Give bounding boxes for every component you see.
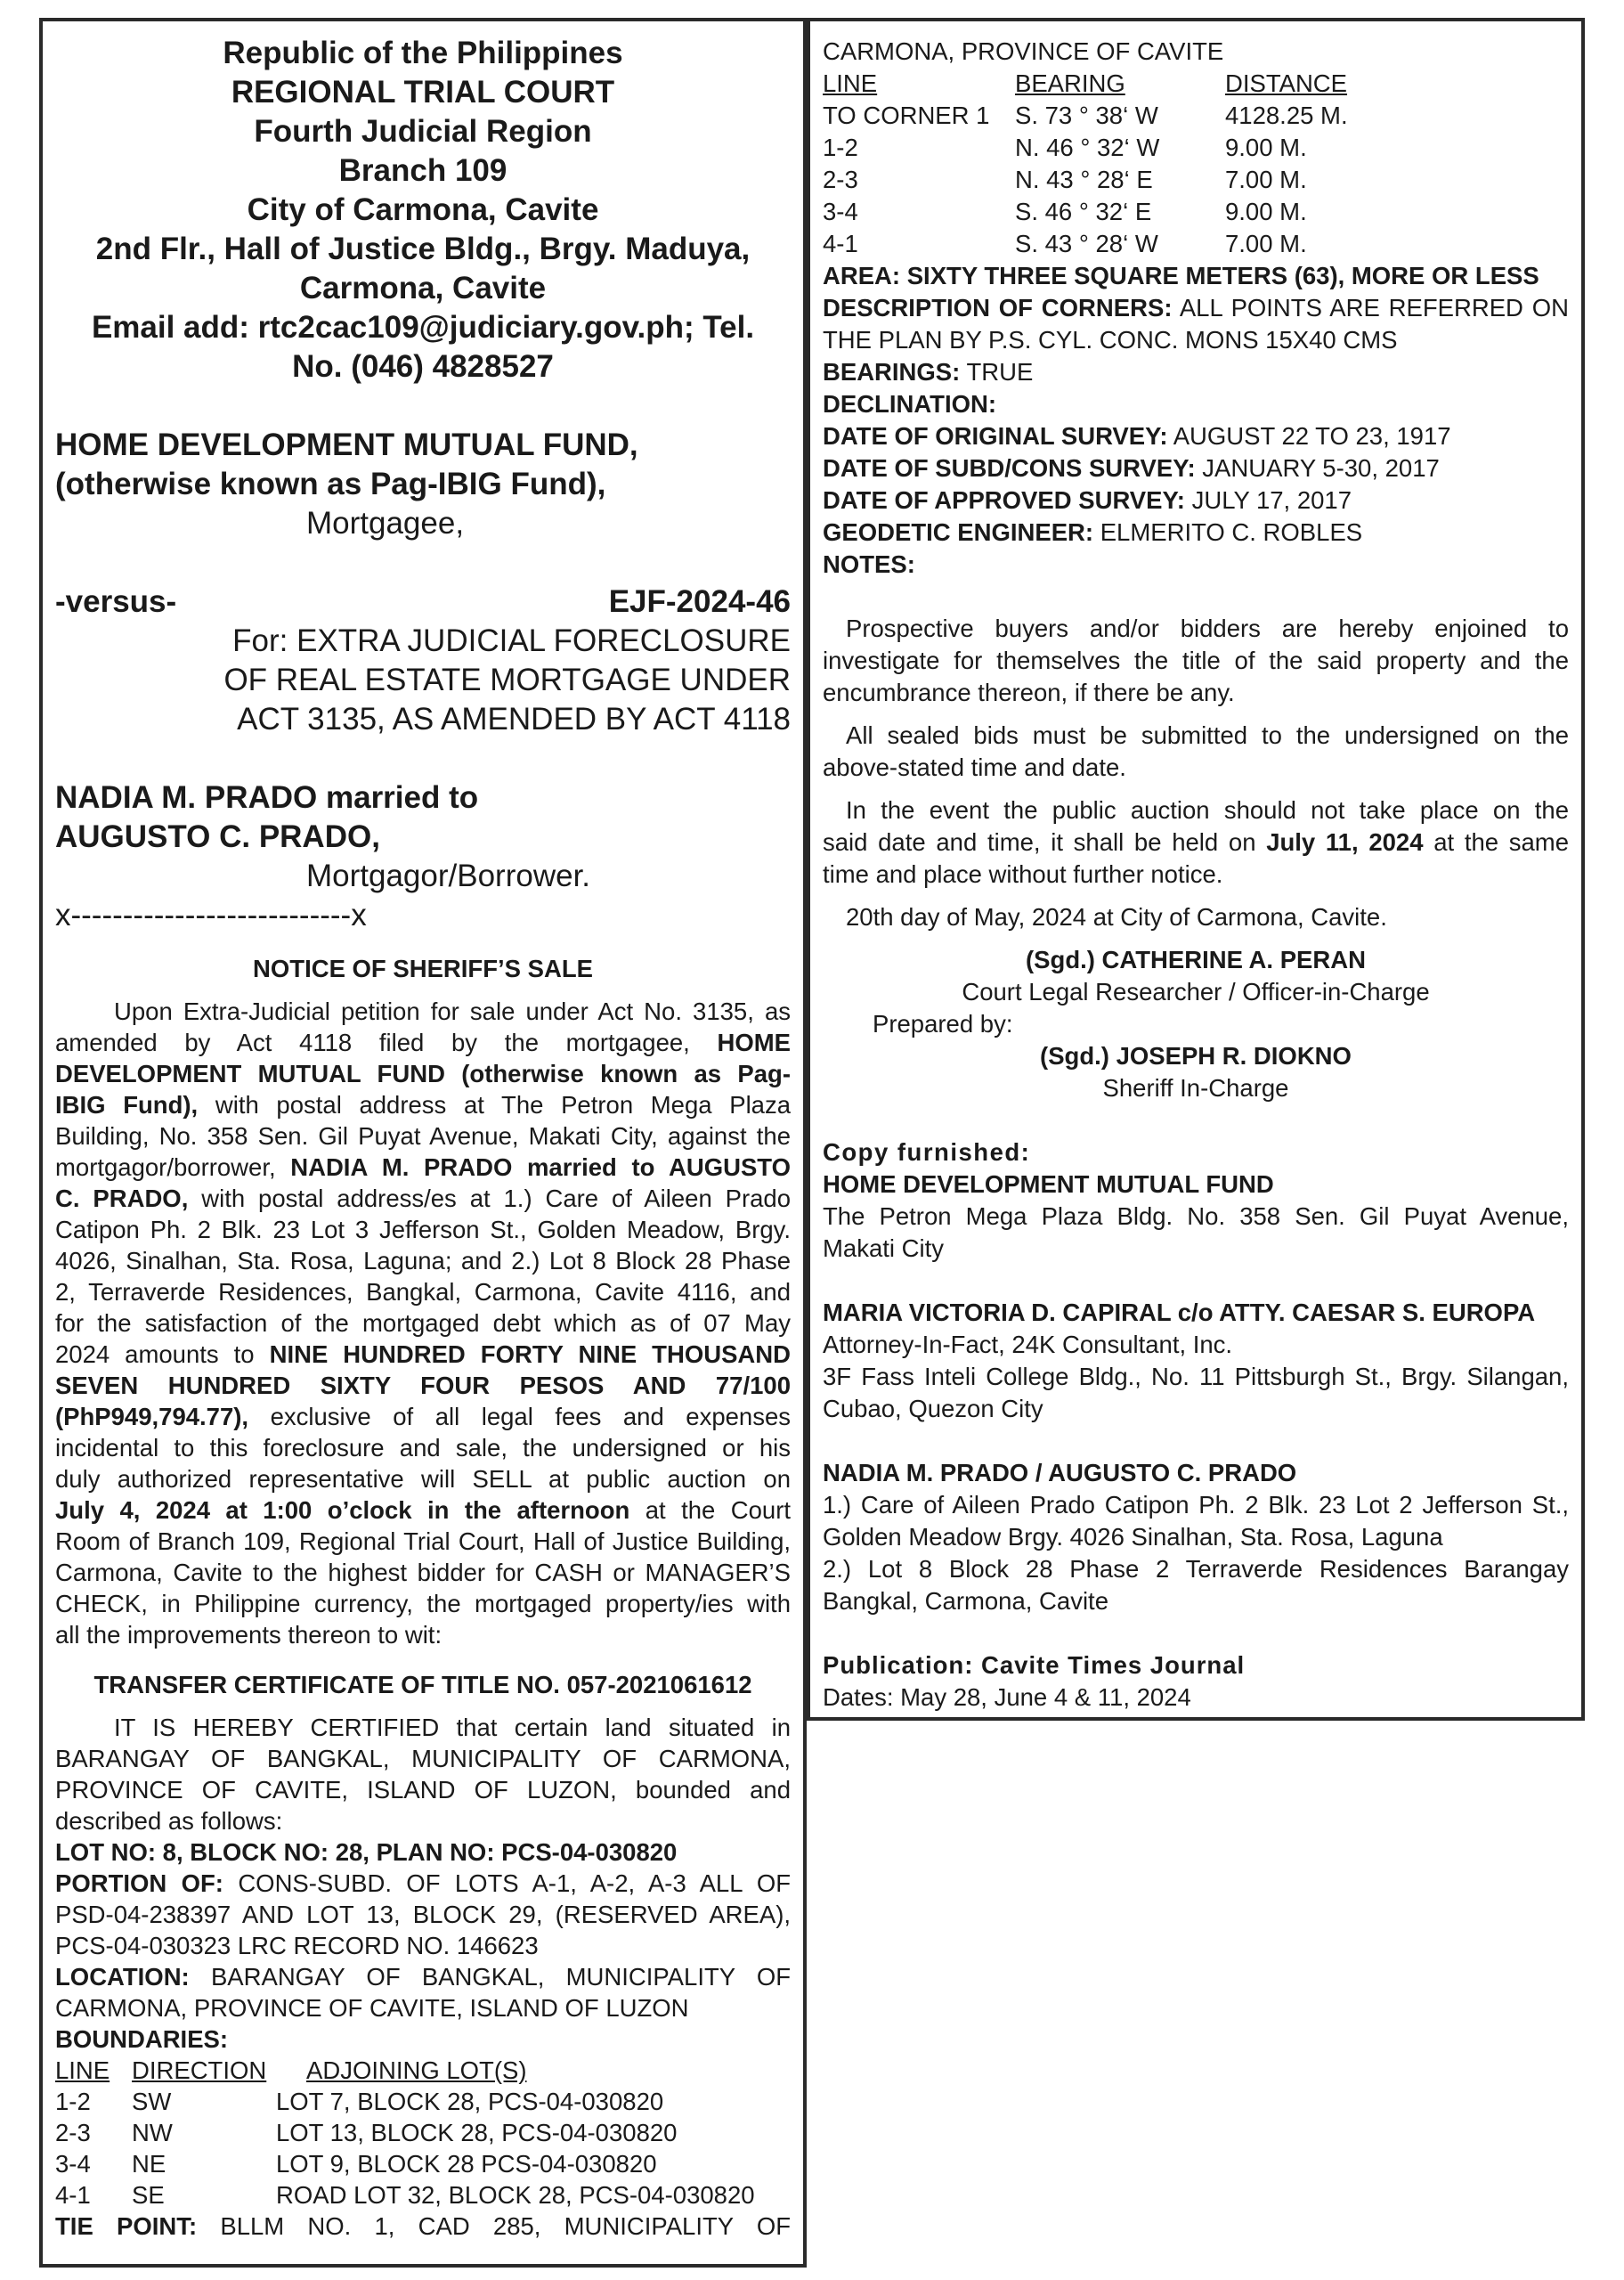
notice-line: C. PRADO, with postal address/es at 1.) Care of Aileen Prado: [55, 1185, 792, 1212]
header-address: 2nd Flr., Hall of Justice Bldg., Brgy. Maduya,: [95, 232, 751, 266]
case-for-1: For: EXTRA JUDICIAL FORECLOSURE: [232, 623, 791, 658]
boundaries-header-direction: DIRECTION: [132, 2056, 267, 2084]
header-region: Fourth Judicial Region: [254, 114, 592, 149]
notice-line: Building, No. 358 Sen. Gil Puyat Avenue, Makati City, against the: [55, 1122, 791, 1150]
engineer-line: GEODETIC ENGINEER: ELMERITO C. ROBLES: [823, 518, 1363, 546]
copy-furnished-label: Copy furnished:: [823, 1138, 1031, 1166]
bearing-value: N. 46 ° 32‘ W: [1015, 134, 1160, 161]
bearing-distance: 9.00 M.: [1225, 134, 1307, 161]
cf3-address: Golden Meadow Brgy. 4026 Sinalhan, Sta. Rosa, Laguna: [823, 1523, 1443, 1551]
bearing-distance: 7.00 M.: [1225, 230, 1307, 257]
bearing-value: S. 73 ° 38‘ W: [1015, 102, 1158, 129]
cf1-address: The Petron Mega Plaza Bldg. No. 358 Sen. Gil Puyat Avenue,: [823, 1202, 1569, 1230]
bearing-line: 2-3: [823, 166, 858, 193]
location-line: CARMONA, PROVINCE OF CAVITE, ISLAND OF LUZON: [55, 1994, 689, 2022]
table-row: [55, 2117, 791, 2149]
buyers-line: Prospective buyers and/or bidders are hereby enjoined to: [846, 615, 1569, 642]
portion-line: PSD-04-238397 AND LOT 13, BLOCK 29, (RESERVED AREA),: [55, 1901, 791, 1928]
bearing-line: 1-2: [823, 134, 858, 161]
boundaries-header-lots: ADJOINING LOT(S): [306, 2056, 527, 2084]
notice-line: CHECK, in Philippine currency, the mortgaged property/ies with: [55, 1590, 791, 1617]
buyers-line: investigate for themselves the title of the said property and the: [823, 647, 1569, 674]
boundaries-header-line: LINE: [55, 2056, 110, 2084]
header-branch: Branch 109: [338, 153, 508, 188]
header-court: REGIONAL TRIAL COURT: [231, 75, 615, 110]
boundary-line: 4-1: [55, 2181, 91, 2209]
caption-separator: x---------------------------x: [55, 898, 367, 932]
cf1-address: Makati City: [823, 1234, 944, 1262]
boundary-line: 3-4: [55, 2150, 91, 2178]
mortgagee-name: HOME DEVELOPMENT MUTUAL FUND,: [55, 428, 638, 462]
signatory-2-name: (Sgd.) JOSEPH R. DIOKNO: [1040, 1042, 1352, 1070]
signatory-1-name: (Sgd.) CATHERINE A. PERAN: [1026, 946, 1366, 973]
bearings-line: BEARINGS: TRUE: [823, 358, 1034, 386]
notice-line: mortgagor/borrower, NADIA M. PRADO married to AUGUSTO: [55, 1153, 791, 1181]
corners-line: DESCRIPTION OF CORNERS: ALL POINTS ARE REFERRED ON: [823, 294, 1570, 322]
boundary-direction: NW: [132, 2119, 173, 2146]
approved-survey-line: DATE OF APPROVED SURVEY: JULY 17, 2017: [823, 486, 1352, 514]
bearing-line: TO CORNER 1: [823, 102, 990, 129]
subd-survey-line: DATE OF SUBD/CONS SURVEY: JANUARY 5-30, 2017: [823, 454, 1440, 482]
table-row: [823, 132, 1569, 164]
header-city: City of Carmona, Cavite: [247, 192, 599, 227]
header-tel: No. (046) 4828527: [292, 349, 554, 384]
table-row: [823, 164, 1569, 196]
cf3-name: NADIA M. PRADO / AUGUSTO C. PRADO: [823, 1459, 1297, 1486]
boundary-direction: SW: [132, 2088, 172, 2115]
cf2-address: Cubao, Quezon City: [823, 1395, 1043, 1422]
bearing-distance: 9.00 M.: [1225, 198, 1307, 225]
original-survey-line: DATE OF ORIGINAL SURVEY: AUGUST 22 TO 23, 1917: [823, 422, 1451, 450]
certified-line: IT IS HEREBY CERTIFIED that certain land situated in: [114, 1714, 791, 1741]
case-for-3: ACT 3135, AS AMENDED BY ACT 4118: [237, 702, 791, 737]
mortgagee-aka: (otherwise known as Pag-IBIG Fund),: [55, 467, 606, 501]
tie-point-line: TIE POINT: BLLM NO. 1, CAD 285, MUNICIPALITY OF: [55, 2212, 792, 2240]
notice-line: (PhP949,794.77), exclusive of all legal fees and expenses: [55, 1403, 792, 1430]
area-line: AREA: SIXTY THREE SQUARE METERS (63), MORE OR LESS: [823, 262, 1539, 289]
bearing-value: S. 43 ° 28‘ W: [1015, 230, 1158, 257]
portion-line: PORTION OF: CONS-SUBD. OF LOTS A-1, A-2, A-3 ALL OF: [55, 1869, 792, 1897]
boundaries-label: BOUNDARIES:: [55, 2025, 229, 2053]
versus-label: -versus-: [55, 584, 177, 619]
boundary-lot: ROAD LOT 32, BLOCK 28, PCS-04-030820: [276, 2181, 755, 2209]
cf3-address: Bangkal, Carmona, Cavite: [823, 1587, 1108, 1615]
boundary-lot: LOT 13, BLOCK 28, PCS-04-030820: [276, 2119, 678, 2146]
notice-line: for the satisfaction of the mortgaged debt which as of 07 May: [55, 1309, 791, 1337]
declination-line: DECLINATION:: [823, 390, 997, 418]
prepared-by: Prepared by:: [873, 1010, 1013, 1038]
boundary-line: 2-3: [55, 2119, 91, 2146]
event-line: time and place without further notice.: [823, 860, 1223, 888]
bearing-value: N. 43 ° 28‘ E: [1015, 166, 1153, 193]
tct-title: TRANSFER CERTIFICATE OF TITLE NO. 057-2021061612: [93, 1671, 752, 1698]
notice-line: Upon Extra-Judicial petition for sale under Act No. 3135, as: [114, 998, 791, 1025]
cf1-name: HOME DEVELOPMENT MUTUAL FUND: [823, 1170, 1274, 1198]
boundary-direction: SE: [132, 2181, 165, 2209]
bids-line: above-stated time and date.: [823, 753, 1126, 781]
boundary-direction: NE: [132, 2150, 166, 2178]
event-line: said date and time, it shall be held on July 11, 2024 at the same: [823, 828, 1570, 856]
tie-point-cont: CARMONA, PROVINCE OF CAVITE: [823, 37, 1224, 65]
header-address-2: Carmona, Cavite: [299, 271, 547, 305]
case-number: EJF-2024-46: [608, 584, 791, 619]
mortgagor-name-2: AUGUSTO C. PRADO,: [55, 819, 380, 854]
bids-line: All sealed bids must be submitted to the undersigned on the: [846, 721, 1569, 749]
notice-line: all the improvements thereon to wit:: [55, 1621, 443, 1649]
table-row: [823, 228, 1569, 260]
notice-line: 2, Terraverde Residences, Bangkal, Carmona, Cavite 4116, and: [55, 1278, 791, 1306]
cf2-address: Attorney-In-Fact, 24K Consultant, Inc.: [823, 1331, 1233, 1358]
notice-line: Catipon Ph. 2 Blk. 23 Lot 3 Jefferson St., Golden Meadow, Brgy.: [55, 1216, 791, 1243]
certified-line: described as follows:: [55, 1807, 283, 1835]
boundary-line: 1-2: [55, 2088, 91, 2115]
bearing-header-distance: DISTANCE: [1225, 69, 1348, 97]
notice-line: IBIG Fund), with postal address at The Petron Mega Plaza: [55, 1091, 792, 1119]
notice-line: 2024 amounts to NINE HUNDRED FORTY NINE THOUSAND: [55, 1340, 791, 1368]
buyers-line: encumbrance thereon, if there be any.: [823, 679, 1235, 706]
portion-line: PCS-04-030323 LRC RECORD NO. 146623: [55, 1932, 539, 1959]
notice-title: NOTICE OF SHERIFF’S SALE: [253, 955, 593, 982]
cf3-address: 2.) Lot 8 Block 28 Phase 2 Terraverde Residences Barangay: [823, 1555, 1569, 1583]
table-row: [823, 100, 1569, 132]
notice-line: July 4, 2024 at 1:00 o’clock in the afternoon at the Court: [55, 1496, 791, 1524]
cf3-address: 1.) Care of Aileen Prado Catipon Ph. 2 Blk. 23 Lot 2 Jefferson St.,: [823, 1491, 1569, 1519]
table-row: [55, 2086, 791, 2118]
header-republic: Republic of the Philippines: [223, 36, 623, 70]
notice-line: SEVEN HUNDRED SIXTY FOUR PESOS AND 77/100: [55, 1372, 791, 1399]
notice-line: Room of Branch 109, Regional Trial Court, Hall of Justice Building,: [55, 1527, 791, 1555]
dated-line: 20th day of May, 2024 at City of Carmona, Cavite.: [846, 903, 1387, 931]
bearing-line: 3-4: [823, 198, 858, 225]
notice-line: Carmona, Cavite to the highest bidder for CASH or MANAGER’S: [55, 1559, 791, 1586]
bearing-header-bearing: BEARING: [1015, 69, 1125, 97]
notice-line: incidental to this foreclosure and sale, the undersigned or his: [55, 1434, 791, 1462]
bearing-distance: 4128.25 M.: [1225, 102, 1348, 129]
mortgagor-name: NADIA M. PRADO married to: [55, 780, 479, 815]
notes-label: NOTES:: [823, 550, 915, 578]
left-column: [39, 18, 807, 2268]
bearing-distance: 7.00 M.: [1225, 166, 1307, 193]
mortgagor-role: Mortgagor/Borrower.: [306, 859, 591, 893]
location-line: LOCATION: BARANGAY OF BANGKAL, MUNICIPALITY OF: [55, 1963, 792, 1991]
cf2-name: MARIA VICTORIA D. CAPIRAL c/o ATTY. CAESAR S. EUROPA: [823, 1299, 1536, 1326]
table-row: [55, 2148, 791, 2180]
notice-line: DEVELOPMENT MUTUAL FUND (otherwise known as Pag-: [55, 1060, 791, 1087]
case-for-2: OF REAL ESTATE MORTGAGE UNDER: [223, 663, 791, 697]
table-row: [55, 2179, 791, 2211]
event-line: In the event the public auction should not take place on the: [846, 796, 1569, 824]
bearing-value: S. 46 ° 32‘ E: [1015, 198, 1152, 225]
signatory-2-title: Sheriff In-Charge: [1102, 1074, 1289, 1102]
publication-label: Publication: Cavite Times Journal: [823, 1651, 1246, 1679]
publication-dates: Dates: May 28, June 4 & 11, 2024: [823, 1683, 1191, 1711]
boundary-lot: LOT 9, BLOCK 28 PCS-04-030820: [276, 2150, 657, 2178]
notice-line: amended by Act 4118 filed by the mortgagee, HOME: [55, 1029, 791, 1056]
certified-line: BARANGAY OF BANGKAL, MUNICIPALITY OF CARMONA,: [55, 1745, 791, 1772]
bearing-line: 4-1: [823, 230, 858, 257]
certified-line: PROVINCE OF CAVITE, ISLAND OF LUZON, bounded and: [55, 1776, 791, 1804]
lot-line: LOT NO: 8, BLOCK NO: 28, PLAN NO: PCS-04-030820: [55, 1838, 678, 1866]
bearing-header: [823, 68, 1569, 100]
right-column: [807, 18, 1585, 1721]
corners-line: THE PLAN BY P.S. CYL. CONC. MONS 15X40 CMS: [823, 326, 1398, 354]
notice-line: duly authorized representative will SELL at public auction on: [55, 1465, 791, 1493]
table-row: [823, 196, 1569, 228]
cf2-address: 3F Fass Inteli College Bldg., No. 11 Pittsburgh St., Brgy. Silangan,: [823, 1363, 1569, 1390]
mortgagee-role: Mortgagee,: [306, 506, 465, 541]
signatory-1-title: Court Legal Researcher / Officer-in-Charge: [962, 978, 1430, 1006]
boundary-lot: LOT 7, BLOCK 28, PCS-04-030820: [276, 2088, 664, 2115]
header-email: Email add: rtc2cac109@judiciary.gov.ph; Tel.: [91, 310, 755, 345]
bearing-header-line: LINE: [823, 69, 878, 97]
notice-line: 4026, Sinalhan, Sta. Rosa, Laguna; and 2.) Lot 8 Block 28 Phase: [55, 1247, 791, 1274]
boundaries-header: [55, 2055, 791, 2087]
